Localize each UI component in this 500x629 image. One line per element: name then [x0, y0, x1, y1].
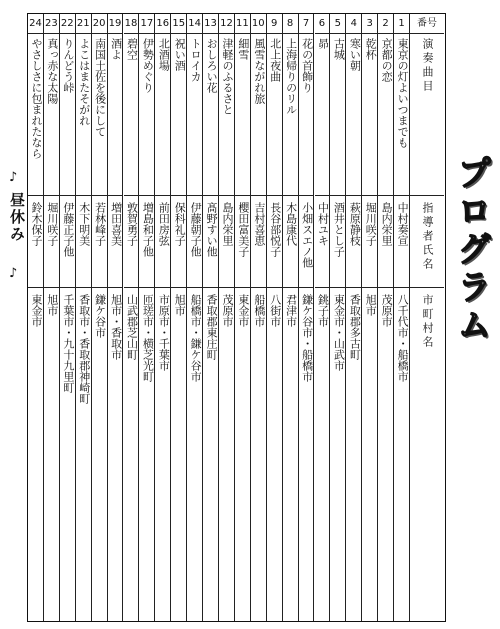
program-column: [203, 14, 219, 621]
city-name: 東金市・山武市: [332, 294, 346, 371]
song-title: 伊勢めぐり: [141, 38, 155, 93]
city-name: 香取郡東庄町: [205, 294, 218, 360]
director-name: 堀川咲子: [364, 202, 378, 246]
song-title: 北酒場: [157, 38, 171, 71]
director-name-cell: [378, 196, 393, 288]
director-name-cell: [187, 196, 202, 288]
program-number: 2: [378, 14, 393, 34]
city-name-cell: [394, 288, 409, 623]
song-title: 京都の恋: [380, 38, 394, 82]
city-name: 旭市: [364, 294, 378, 316]
header-director-cell: [410, 196, 444, 288]
program-number: 7: [299, 14, 314, 34]
director-name-cell: [346, 196, 361, 288]
city-name: 茂原市: [380, 294, 394, 327]
program-column: [315, 14, 331, 621]
director-name: 若林峰子: [93, 202, 107, 246]
city-name-cell: [92, 288, 107, 623]
director-name: 中村奏宣: [396, 202, 409, 246]
program-column: [394, 14, 410, 621]
song-title: 祝い酒: [173, 38, 187, 71]
song-title: やさしさに包まれたなら: [30, 38, 43, 159]
song-title-cell: [315, 34, 330, 196]
city-name: 東金市: [30, 294, 43, 327]
song-title-cell: [108, 34, 123, 196]
program-number: 19: [108, 14, 123, 34]
song-title: おしろい花: [205, 38, 218, 93]
city-name: 船橋市: [252, 294, 266, 327]
song-title: りんどう峠: [61, 38, 75, 93]
song-title: 古城: [332, 38, 346, 60]
director-name: 島内栄里: [221, 202, 234, 246]
city-name: 旭市: [173, 294, 187, 316]
program-number: 3: [362, 14, 377, 34]
director-name-cell: [251, 196, 266, 288]
program-column: [346, 14, 362, 621]
city-name-cell: [235, 288, 250, 623]
song-title: 真っ赤な太陽: [45, 38, 59, 104]
city-name: 鎌ケ谷市・船橋市: [300, 294, 314, 382]
program-column: [362, 14, 378, 621]
song-title: 酒よ: [109, 38, 123, 60]
program-number: 14: [187, 14, 202, 34]
city-name-cell: [139, 288, 154, 623]
program-title-text: プログラム: [451, 155, 491, 345]
header-number: 番号: [417, 18, 437, 29]
city-name: 匝瑳市・横芝光町: [141, 294, 155, 382]
song-title: 碧空: [125, 38, 139, 60]
director-name: 長谷部悦子: [268, 202, 282, 257]
song-title-cell: [139, 34, 154, 196]
city-name-cell: [315, 288, 330, 623]
program-column: [92, 14, 108, 621]
program-column: [139, 14, 155, 621]
song-title: 上海帰りのリル: [284, 38, 298, 115]
program-number: 22: [60, 14, 75, 34]
program-column: [76, 14, 92, 621]
program-column: [44, 14, 60, 621]
program-column: [28, 14, 44, 621]
director-name-cell: [330, 196, 345, 288]
director-name: 増田喜美: [109, 202, 123, 246]
program-column: [219, 14, 235, 621]
program-number: 11: [235, 14, 250, 34]
song-title-cell: [28, 34, 43, 196]
program-number: 23: [44, 14, 59, 34]
city-name-cell: [219, 288, 234, 623]
director-name: 中村ユキ: [316, 202, 330, 246]
city-name: 市原市・千葉市: [157, 294, 171, 371]
city-name: 鎌ケ谷市: [93, 294, 107, 338]
lunch-break-label: 昼休み: [8, 192, 26, 243]
director-name-cell: [76, 196, 91, 288]
song-title-cell: [235, 34, 250, 196]
director-name-cell: [283, 196, 298, 288]
song-title-cell: [378, 34, 393, 196]
city-name: 香取市・香取郡神崎町: [77, 294, 91, 404]
director-name: 櫻田富美子: [236, 202, 250, 257]
city-name-cell: [44, 288, 59, 623]
director-name-cell: [44, 196, 59, 288]
song-title: 花の首飾り: [300, 38, 314, 93]
city-name-cell: [60, 288, 75, 623]
song-title-cell: [124, 34, 139, 196]
header-number-cell: [410, 14, 444, 34]
song-title-cell: [60, 34, 75, 196]
song-title-cell: [299, 34, 314, 196]
song-title: 津軽のふるさと: [221, 38, 234, 115]
header-city: 市町村名: [421, 294, 434, 350]
song-title-cell: [219, 34, 234, 196]
song-title: よこはまたそがれ: [77, 38, 91, 126]
director-name: 髙野すい他: [205, 202, 218, 257]
program-number: 9: [267, 14, 282, 34]
program-column: [251, 14, 267, 621]
director-name: 保科礼子: [173, 202, 187, 246]
program-column: [124, 14, 140, 621]
header-song: 演奏曲目: [421, 38, 434, 94]
program-number: 4: [346, 14, 361, 34]
city-name: 君津市: [284, 294, 298, 327]
city-name-cell: [362, 288, 377, 623]
header-column: [410, 14, 444, 621]
director-name: 伊藤朝子他: [189, 202, 203, 257]
program-number: 6: [315, 14, 330, 34]
city-name: 八千代市・船橋市: [396, 294, 409, 382]
city-name-cell: [108, 288, 123, 623]
director-name-cell: [124, 196, 139, 288]
city-name: 茂原市: [221, 294, 234, 327]
director-name-cell: [299, 196, 314, 288]
director-name-cell: [108, 196, 123, 288]
program-number: 18: [124, 14, 139, 34]
program-number: 10: [251, 14, 266, 34]
director-name: 伊藤正子他: [61, 202, 75, 257]
director-name: 木下明美: [77, 202, 91, 246]
program-column: [187, 14, 203, 621]
director-name-cell: [394, 196, 409, 288]
song-title: 東京の灯よいつまでも: [396, 38, 409, 148]
director-name-cell: [362, 196, 377, 288]
program-number: 16: [155, 14, 170, 34]
director-name-cell: [267, 196, 282, 288]
city-name-cell: [299, 288, 314, 623]
song-title-cell: [267, 34, 282, 196]
city-name-cell: [251, 288, 266, 623]
lunch-break: [6, 170, 26, 290]
header-song-cell: [410, 34, 444, 196]
program-column: [267, 14, 283, 621]
director-name-cell: [315, 196, 330, 288]
director-name-cell: [203, 196, 218, 288]
city-name: 旭市: [45, 294, 59, 316]
city-name-cell: [155, 288, 170, 623]
city-name: 八街市: [268, 294, 282, 327]
song-title-cell: [44, 34, 59, 196]
city-name-cell: [76, 288, 91, 623]
city-name-cell: [28, 288, 43, 623]
director-name: 酒井とし子: [332, 202, 346, 257]
music-note-icon: ♪: [9, 170, 18, 185]
song-title-cell: [394, 34, 409, 196]
song-title-cell: [187, 34, 202, 196]
program-column: [235, 14, 251, 621]
program-column: [108, 14, 124, 621]
song-title-cell: [155, 34, 170, 196]
program-column: [330, 14, 346, 621]
director-name: 前田房弦: [157, 202, 171, 246]
program-number: 13: [203, 14, 218, 34]
header-city-cell: [410, 288, 444, 623]
song-title: 北上夜曲: [268, 38, 282, 82]
director-name: 敦賀勇子: [125, 202, 139, 246]
city-name: 山武郡芝山町: [125, 294, 139, 360]
song-title-cell: [76, 34, 91, 196]
director-name-cell: [155, 196, 170, 288]
program-number: 20: [92, 14, 107, 34]
director-name-cell: [219, 196, 234, 288]
director-name: 鈴木保子: [30, 202, 43, 246]
song-title-cell: [283, 34, 298, 196]
director-name-cell: [139, 196, 154, 288]
music-note-icon: ♪: [9, 266, 18, 281]
city-name: 旭市・香取市: [109, 294, 123, 360]
city-name-cell: [378, 288, 393, 623]
director-name-cell: [235, 196, 250, 288]
program-title: [447, 155, 489, 455]
program-number: 21: [76, 14, 91, 34]
city-name-cell: [267, 288, 282, 623]
city-name-cell: [124, 288, 139, 623]
program-number: 17: [139, 14, 154, 34]
director-name: 小畑スエノ他: [300, 202, 314, 268]
city-name: 香取郡多古町: [348, 294, 362, 360]
program-column: [171, 14, 187, 621]
song-title: 細雪: [236, 38, 250, 60]
song-title-cell: [251, 34, 266, 196]
song-title-cell: [346, 34, 361, 196]
city-name: 千葉市・九十九里町: [61, 294, 75, 393]
director-name: 萩原静枝: [348, 202, 362, 246]
program-column: [378, 14, 394, 621]
city-name: 東金市: [236, 294, 250, 327]
song-title: 風雪ながれ旅: [252, 38, 266, 104]
song-title: 昴: [316, 38, 330, 49]
program-column: [299, 14, 315, 621]
song-title-cell: [362, 34, 377, 196]
director-name-cell: [28, 196, 43, 288]
city-name: 船橋市・鎌ケ谷市: [189, 294, 203, 382]
city-name-cell: [283, 288, 298, 623]
program-column: [283, 14, 299, 621]
city-name-cell: [171, 288, 186, 623]
director-name: 島内栄里: [380, 202, 394, 246]
program-number: 12: [219, 14, 234, 34]
program-number: 24: [28, 14, 43, 34]
program-number: 8: [283, 14, 298, 34]
city-name-cell: [203, 288, 218, 623]
director-name: 吉村喜恵: [252, 202, 266, 246]
program-column: [155, 14, 171, 621]
header-director: 指導者氏名: [421, 202, 434, 272]
program-number: 1: [394, 14, 409, 34]
song-title: 南国土佐を後にして: [93, 38, 107, 137]
song-title-cell: [171, 34, 186, 196]
song-title: トロイカ: [189, 38, 203, 82]
program-table: [27, 13, 446, 622]
song-title: 乾杯: [364, 38, 378, 60]
director-name: 堀川咲子: [45, 202, 59, 246]
director-name-cell: [60, 196, 75, 288]
program-number: 5: [330, 14, 345, 34]
city-name-cell: [346, 288, 361, 623]
director-name: 木島康代: [284, 202, 298, 246]
song-title: 寒い朝: [348, 38, 362, 71]
director-name-cell: [92, 196, 107, 288]
city-name-cell: [187, 288, 202, 623]
song-title-cell: [92, 34, 107, 196]
song-title-cell: [203, 34, 218, 196]
program-column: [60, 14, 76, 621]
director-name-cell: [171, 196, 186, 288]
city-name-cell: [330, 288, 345, 623]
city-name: 銚子市: [316, 294, 330, 327]
director-name: 増島和子他: [141, 202, 155, 257]
song-title-cell: [330, 34, 345, 196]
program-number: 15: [171, 14, 186, 34]
